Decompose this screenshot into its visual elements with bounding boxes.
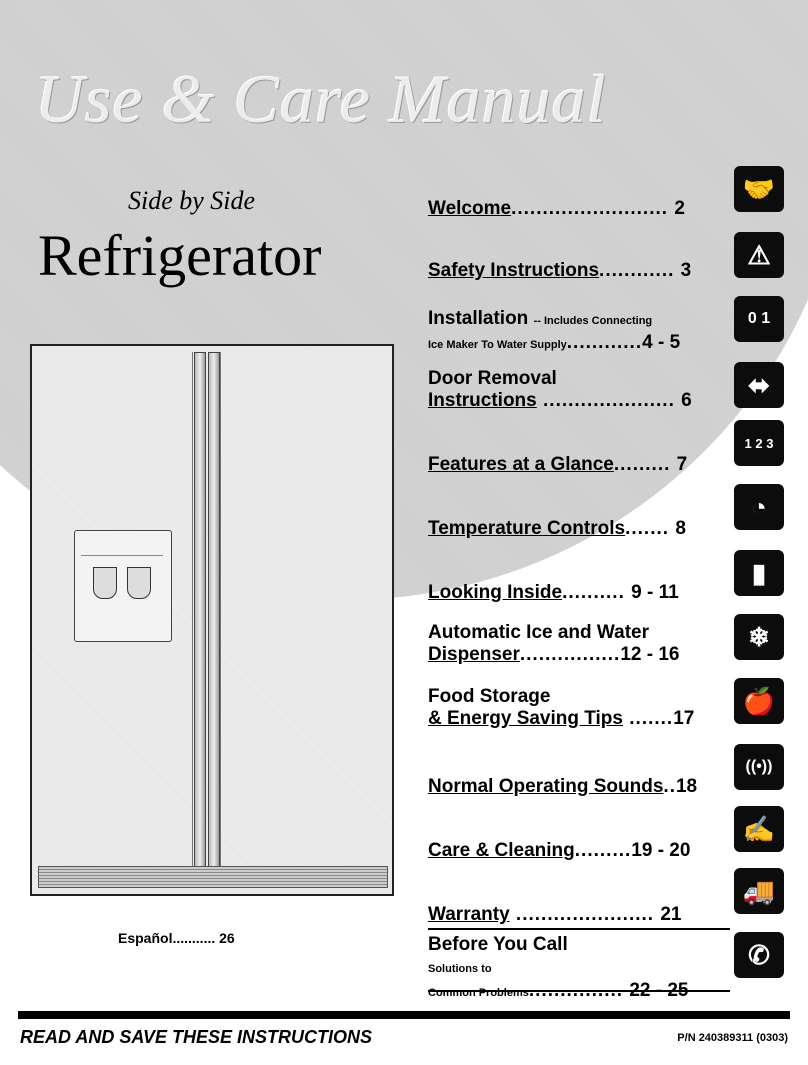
dispenser-panel — [81, 539, 163, 556]
warning-icon: ⚠ — [734, 232, 784, 278]
toc-divider — [428, 928, 730, 930]
fresh-food-door — [220, 352, 381, 868]
toc-sounds[interactable]: Normal Operating Sounds..18 — [428, 776, 698, 797]
ruler-icon: 0 1 — [734, 296, 784, 342]
refrigerator-illustration — [30, 344, 394, 896]
toc-care-cleaning[interactable]: Care & Cleaning.........19 - 20 — [428, 840, 691, 861]
cleaning-icon: ✍ — [734, 806, 784, 852]
toc-warranty[interactable]: Warranty ...................... 21 — [428, 904, 682, 925]
footer-bar — [18, 1011, 790, 1019]
toc-temperature[interactable]: Temperature Controls....... 8 — [428, 518, 686, 539]
product-subtitle: Side by Side — [128, 186, 256, 215]
sound-icon: ((•)) — [734, 744, 784, 790]
toe-grille — [38, 866, 388, 888]
truck-icon: 🚚 — [734, 868, 784, 914]
freezer-handle — [194, 352, 206, 868]
toc-door-removal[interactable]: Door Removal Instructions ..................... 6 — [428, 368, 692, 411]
part-number: P/N 240389311 (0303) — [677, 1032, 788, 1044]
toc-looking-inside[interactable]: Looking Inside.......... 9 - 11 — [428, 582, 679, 603]
toc-features[interactable]: Features at a Glance......... 7 — [428, 454, 688, 475]
toc-dispenser[interactable]: Automatic Ice and Water Dispenser................12 - 16 — [428, 622, 680, 665]
manual-title: Use & Care Manual — [35, 61, 607, 137]
product-name: Refrigerator — [38, 223, 322, 288]
numbered-shapes-icon: 1 2 3 — [734, 420, 784, 466]
dispenser-paddle-left — [93, 567, 117, 599]
toc-food-storage[interactable]: Food Storage & Energy Saving Tips .......17 — [428, 686, 695, 729]
espanol-link[interactable]: Español........... 26 — [118, 930, 235, 946]
fridge-handle — [208, 352, 220, 868]
toc-welcome[interactable]: Welcome......................... 2 — [428, 198, 685, 219]
toc-installation[interactable]: Installation -- Includes Connecting Ice Maker To Water Supply............4 - 5 — [428, 308, 681, 353]
toc-before-you-call[interactable]: Before You Call Solutions to Common Problems............... 22 - 25 — [428, 934, 689, 1001]
toc-bottom-rule — [428, 990, 730, 992]
ice-water-dispenser — [74, 530, 172, 642]
phone-icon: ✆ — [734, 932, 784, 978]
handshake-icon: 🤝 — [734, 166, 784, 212]
ice-icon: ❄ — [734, 614, 784, 660]
dispenser-paddle-right — [127, 567, 151, 599]
fridge-inside-icon: ▮ — [734, 550, 784, 596]
toc-safety[interactable]: Safety Instructions............ 3 — [428, 260, 692, 281]
dial-icon: ◔ — [734, 484, 784, 530]
freezer-door — [42, 352, 193, 868]
apple-icon: 🍎 — [734, 678, 784, 724]
read-save-instructions: READ AND SAVE THESE INSTRUCTIONS — [20, 1027, 373, 1047]
arrows-icon: ⬌ — [734, 362, 784, 408]
